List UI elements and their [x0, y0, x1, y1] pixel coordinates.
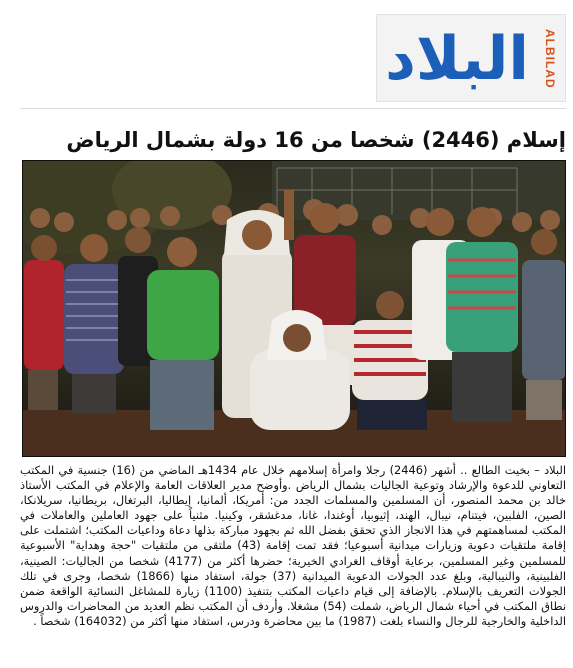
article-paragraph: البلاد – بخيت الطالع .. أشهر (2446) رجلا وامرأة إسلامهم خلال عام 1434هـ الماضي من (16) جنسية في المكتب التعاوني للدعوة والإرشاد وتوعية الجاليات بشمال الرياض .وأوضح مدير العلاقات العامة والإعلام في المكتب الأستاذ خالد بن محمد المنصور، أن المسلمين والمسلمات الجدد من: أمريكا، ألمانيا، إيطاليا، البرتغال، بريطانيا، سريلانكا، الصين، الفلبين، فيتنام، نيبال، الهند، إثيوبيا، أوغندا، غانا، مدغشقر، وكينيا. مثنياً على جهود العاملين والعاملات في المكتب لمساهمتهم في هذا الانجاز الذي تحقق بفضل الله ثم بجهود مباركة بذلها دعاة وداعيات المكتب؛ اشتملت على إقامة ملتقيات دعوية وزيارات ميدانية أسبوعيا؛ فقد تمت إقامة (43) ملتقى من ملتقيات "حجة وهداية" الأسبوعية للمسلمين وغير المسلمين، برعاية أوقاف الغرادي الخيرية؛ حضرها أكثر من (4177) شخصا من الجاليات: الصينية، الفلبينية، والنيبالية، وبلغ عدد الجولات الدعوية الميدانية (37) جولة، استفاد منها (1866) شخصا، وجرى في تلك الجولات التعريف بالإسلام. بالإضافة إلى قيام داعيات المكتب بتنفيذ (1100) زيارة للمشاغل النسائية الواقعة ضمن نطاق المكتب في أحياء شمال الرياض، شملت (54) مشغلا. وأردف أن المكتب نظم العديد من المحاضرات والدروس الداخلية والخارجية للرجال والنساء بلغت (1987) ما بين محاضرة ودرس، استفاد منها أكثر من (164032) شخصاً .: [20, 463, 567, 628]
article-body: [20, 463, 566, 629]
logo-latin-wordmark: ALBILAD: [543, 29, 557, 89]
article-headline: إسلام (2446) شخصا من 16 دولة بشمال الرياض: [66, 128, 566, 153]
header-divider: [20, 108, 566, 109]
logo-arabic-wordmark: البلاد: [385, 24, 529, 94]
masthead-logo: [376, 14, 566, 102]
news-photo: [22, 160, 566, 457]
